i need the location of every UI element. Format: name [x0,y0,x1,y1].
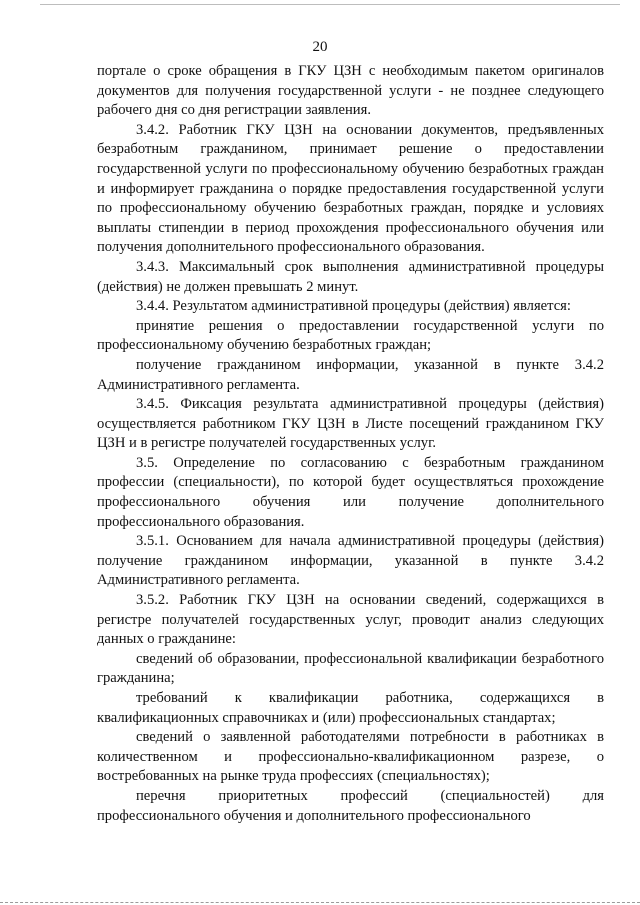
paragraph-continuation: портале о сроке обращения в ГКУ ЦЗН с необходимым пакетом оригиналов документов для получения государственной услуги - не позднее следующего рабочего дня со дня регистрации заявления. [97,63,604,119]
paragraph-3-4-4: 3.4.4. Результатом административной процедуры (действия) является: [136,298,571,315]
paragraph-3-5-1: 3.5.1. Основанием для начала административной процедуры (действия) получение гражданином информации, указанной в пункте 3.4.2 Административного регламента. [97,533,604,589]
paragraph-result-item-1: принятие решения о предоставлении государственной услуги по профессиональному обучению безработных граждан; [97,317,604,354]
paragraph-result-item-2: получение гражданином информации, указанной в пункте 3.4.2 Административного регламента. [97,356,604,393]
paragraph-analysis-item-1: сведений об образовании, профессиональной квалификации безработного гражданина; [97,650,604,687]
paragraph-3-4-3: 3.4.3. Максимальный срок выполнения административной процедуры (действия) не должен превышать 2 минут. [97,258,604,295]
scan-top-edge [40,4,620,5]
document-body [97,62,604,826]
paragraph-3-5-2: 3.5.2. Работник ГКУ ЦЗН на основании сведений, содержащихся в регистре получателей государственных услуг, проводит анализ следующих данных о гражданине: [97,592,604,648]
paragraph-analysis-item-4: перечня приоритетных профессий (специальностей) для профессионального обучения и дополнительного профессионального [97,787,604,824]
page-number: 20 [312,39,328,55]
paragraph-analysis-item-2: требований к квалификации работника, содержащихся в квалификационных справочниках и (или) профессиональных стандартах; [97,690,604,726]
paragraph-3-5: 3.5. Определение по согласованию с безработным гражданином профессии (специальности), по которой будет осуществляться прохождение профессионального обучения или получение дополнительного профессионального образования. [97,454,604,530]
paragraph-3-4-5: 3.4.5. Фиксация результата административной процедуры (действия) осуществляется работником ГКУ ЦЗН в Листе посещений гражданином ГКУ ЦЗН и в регистре получателей государственных услуг. [97,396,604,452]
paragraph-analysis-item-3: сведений о заявленной работодателями потребности в работниках в количественном и профессионально-квалификационном разрезе, о востребованных на рынке труда профессиях (специальностях); [97,729,604,785]
paragraph-3-4-2: 3.4.2. Работник ГКУ ЦЗН на основании документов, предъявленных безработным гражданином, принимает решение о предоставлении государственной услуги по профессиональному обучению безработных граждан и информирует гражданина о порядке предоставления государственной услуги по профессиональному обучению безработных граждан, порядке и условиях выплаты стипендии в период прохождения профессионального обучения или получения дополнительного профессионального образования. [97,121,604,256]
scan-bottom-edge [0,902,640,903]
